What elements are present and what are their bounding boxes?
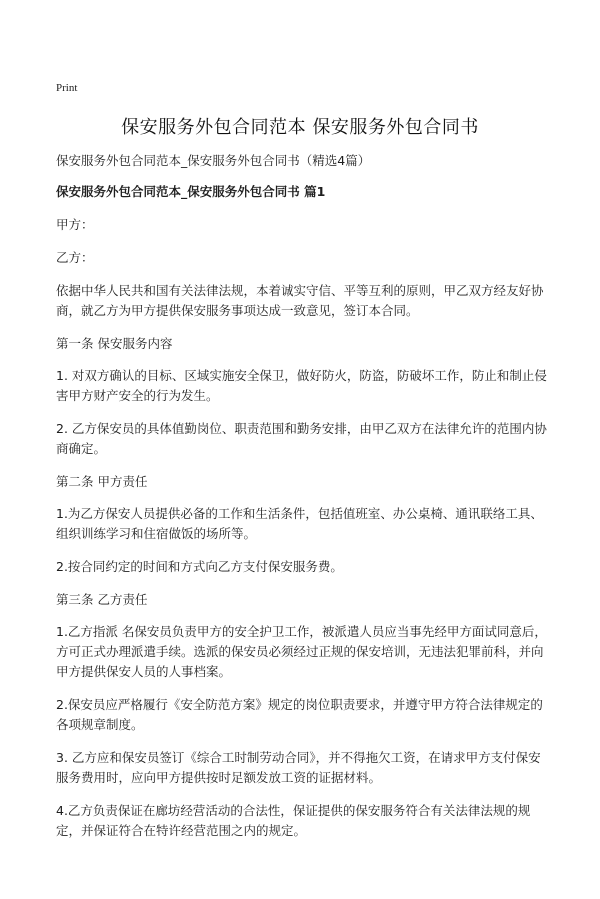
clause-paragraph: 2. 乙方保安员的具体值勤岗位、职责范围和勤务安排，由甲乙双方在法律允许的范围内协商确定。: [56, 421, 547, 456]
section-heading: 第一条 保安服务内容: [56, 336, 173, 351]
document-body: [56, 151, 551, 854]
section-heading: 第三条 乙方责任: [56, 592, 148, 607]
party-b-line: 乙方：: [56, 250, 94, 265]
clause-paragraph: 1.乙方指派 名保安员负责甲方的安全护卫工作，被派遣人员应当事先经甲方面试同意后，方可正式办理派遣手续。选派的保安员必须经过正规的保安培训，无违法犯罪前科，并向甲方提供保安人员的人事档案。: [56, 624, 547, 679]
clause-paragraph: 4.乙方负责保证在廊坊经营活动的合法性，保证提供的保安服务符合有关法律法规的规定，并保证符合在特许经营范围之内的规定。: [56, 803, 531, 838]
print-label: Print: [56, 82, 78, 94]
clause-paragraph: 2.按合同约定的时间和方式向乙方支付保安服务费。: [56, 559, 343, 574]
clause-paragraph: 1.为乙方保安人员提供必备的工作和生活条件，包括值班室、办公桌椅、通讯联络工具、组织训练学习和住宿做饭的场所等。: [56, 506, 543, 541]
article-heading: 保安服务外包合同范本_保安服务外包合同书 篇1: [56, 184, 326, 199]
intro-paragraph: 依据中华人民共和国有关法律法规，本着诚实守信、平等互利的原则，甲乙双方经友好协商，就乙方为甲方提供保安服务事项达成一致意见，签订本合同。: [56, 283, 544, 318]
clause-paragraph: 3. 乙方应和保安员签订《综合工时制劳动合同》，并不得拖欠工资，在请求甲方支付保安服务费用时，应向甲方提供按时足额发放工资的证据材料。: [56, 750, 541, 785]
document-subtitle: 保安服务外包合同范本_保安服务外包合同书（精选4篇）: [56, 153, 371, 168]
section-heading: 第二条 甲方责任: [56, 474, 148, 489]
clause-paragraph: 2.保安员应严格履行《安全防范方案》规定的岗位职责要求，并遵守甲方符合法律规定的各项规章制度。: [56, 697, 543, 732]
party-a-line: 甲方：: [56, 217, 94, 232]
document-title: 保安服务外包合同范本 保安服务外包合同书: [121, 117, 479, 138]
clause-paragraph: 1. 对双方确认的目标、区域实施安全保卫，做好防火，防盗，防破坏工作，防止和制止侵害甲方财产安全的行为发生。: [56, 368, 547, 403]
